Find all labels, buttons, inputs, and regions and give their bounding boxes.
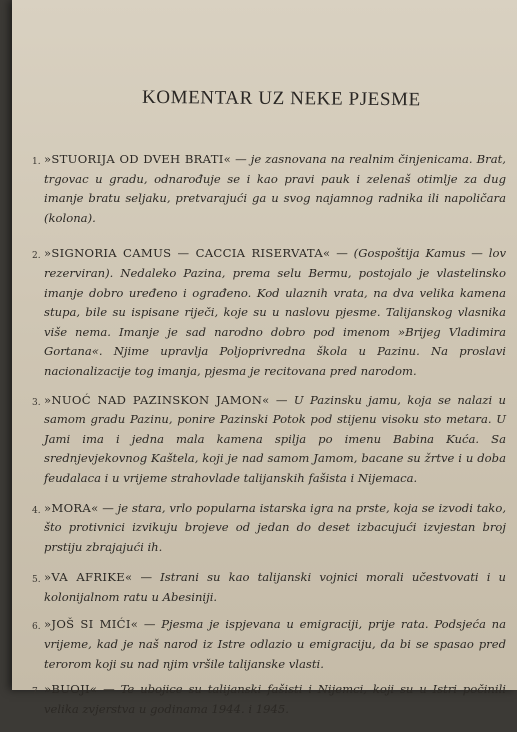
commentary-note (34, 244, 506, 381)
note-text: — Te ubojice su talijanski fašisti i Nijemci, koji su u Istri počinili velika zvjerstva u godinama 1944. i 1945. (44, 682, 506, 716)
note-number: 7. (32, 687, 41, 698)
note-number: 6. (32, 622, 41, 633)
note-text: — je zasnovana na realnim činjenicama. Brat, trgovac u gradu, odnarođuje se i kao pravi pauk i zelenaš otimlje za dug imanje bratu seljaku, pretvarajući ga u svog najamnog radnika ili napoličara (kolona). (44, 152, 506, 225)
note-title: »NUOĆ NAD PAZINSKON JAMON« (44, 392, 270, 407)
note-number: 5. (32, 575, 41, 586)
note-title: »JOŠ SI MIĆI« (44, 617, 139, 632)
page-heading: KOMENTAR UZ NEKE PJESME (141, 86, 421, 111)
note-text: — Istrani su kao talijanski vojnici morali učestvovati i u kolonijalnom ratu u Abesiniji. (44, 570, 506, 604)
note-title: »VA AFRIKE« (44, 570, 133, 585)
note-text: — (Gospoštija Kamus — lov rezerviran). Nedaleko Pazina, prema selu Bermu, postojalo je vlastelinsko imanje dobro uređeno i ograđeno. Kod ulaznih vrata, na dva velika kamena stupa, bile su ispisane riječi, koje su u naslovu pjesme. Talijanskog vlasnika više nema. Imanje je sad narodno dobro pod imenom »Brijeg Vladimira Gortana«. Njime upravlja Poljoprivredna škola u Pazinu. Na proslavi nacionalizacije tog imanja, pjesma je recitovana pred narodom. (44, 246, 506, 378)
note-number: 2. (32, 251, 41, 262)
note-title: »SIGNORIA CAMUS — CACCIA RISERVATA« (44, 246, 331, 261)
note-text: — U Pazinsku jamu, koja se nalazi u samom gradu Pazinu, ponire Pazinski Potok pod stijenu visoku sto metara. U Jami ima i jedna mala kamena spilja po imenu Babina Kuća. Sa srednjevjekovnog Kaštela, koji je nad samom Jamom, bacane su žrtve i u doba feudalaca i u vrijeme strahovlade talijanskih fašista i Nijemaca. (44, 392, 506, 485)
note-number: 4. (32, 505, 41, 516)
note-text: — Pjesma je ispjevana u emigraciji, prije rata. Podsjeća na vrijeme, kad je naš narod iz Istre odlazio u emigraciju, da bi se spasao pred terorom koji su nad njim vršile talijanske vlasti. (44, 617, 506, 671)
commentary-note (34, 499, 506, 558)
note-title: »STUORIJA OD DVEH BRATI« (44, 152, 232, 166)
commentary-note (34, 150, 506, 228)
note-number: 1. (32, 157, 41, 167)
book-page (12, 0, 517, 716)
commentary-list (34, 150, 506, 732)
commentary-note (34, 391, 506, 489)
note-text: — je stara, vrlo popularna istarska igra na prste, koja se izvodi tako, što protivnici izvikuju brojeve od jedan do deset izbacujući izvjestan broj prstiju zbrajajući ih. (44, 500, 506, 554)
note-number: 3. (32, 397, 41, 408)
commentary-note (34, 615, 506, 674)
commentary-note (34, 568, 506, 607)
note-title: »BUOJI« (44, 682, 98, 697)
commentary-note (34, 680, 506, 719)
note-title: »MORA« (44, 500, 99, 515)
